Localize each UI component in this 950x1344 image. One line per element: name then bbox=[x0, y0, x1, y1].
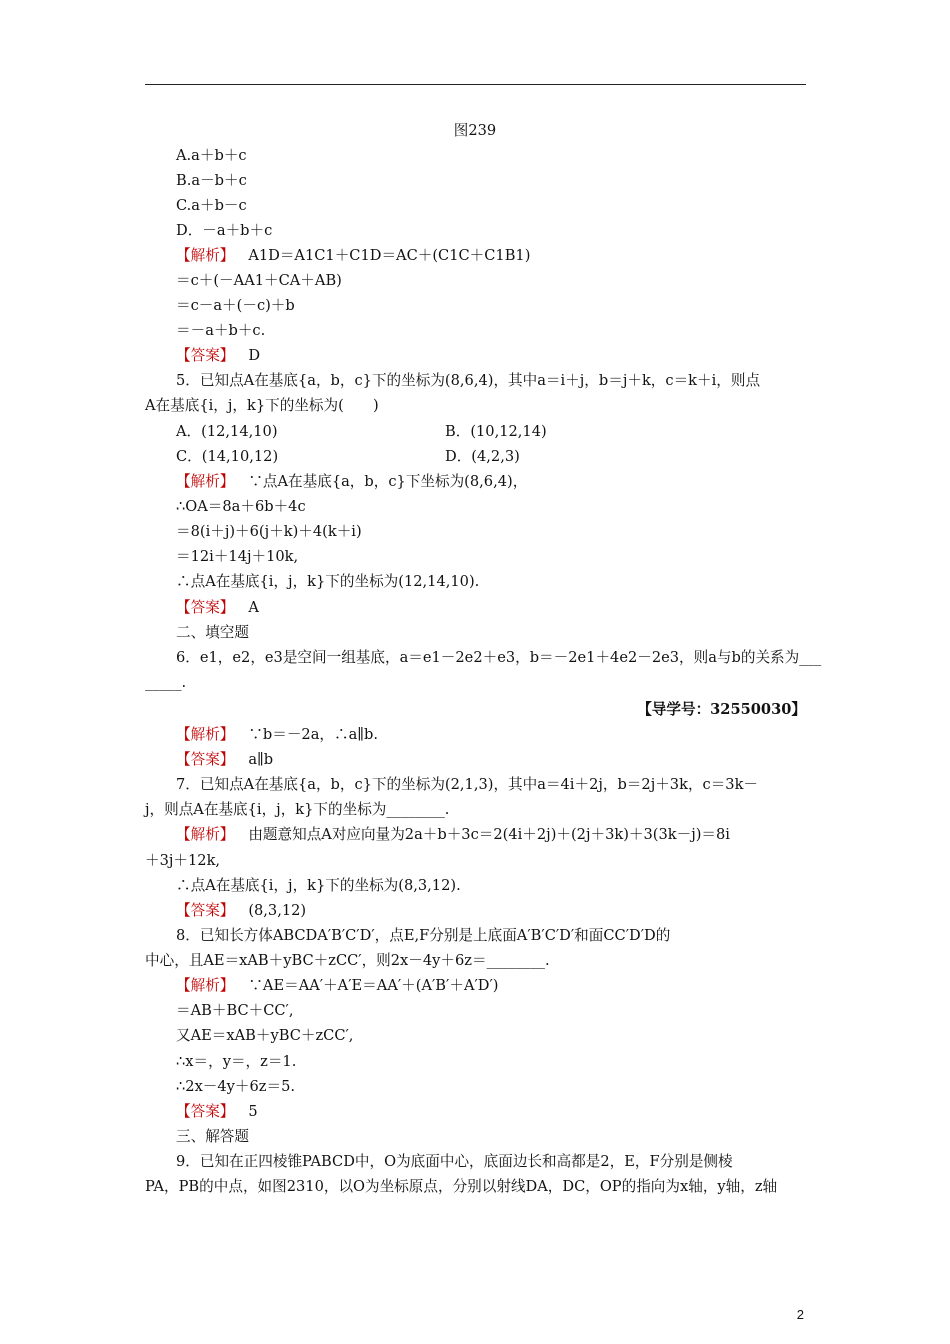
q6-stem-1: 6．e1，e2，e3是空间一组基底，a＝e1－2e2＋e3，b＝－2e1＋4e2－2e3，则a与b的关系为___ bbox=[176, 649, 822, 666]
analysis-tag: 【解析】 bbox=[176, 726, 235, 743]
q5-analysis-first: ∵点A在基底{a，b，c}下坐标为(8,6,4)， bbox=[248, 473, 528, 490]
header-rule bbox=[145, 84, 806, 85]
q5-option-b: B．(10,12,14) bbox=[445, 423, 547, 440]
q4-option-a: A.a＋b＋c bbox=[176, 147, 247, 164]
q5-answer-value: A bbox=[248, 599, 259, 616]
q5-stem-1: 5．已知点A在基底{a，b，c}下的坐标为(8,6,4)，其中a＝i＋j，b＝j＋k，c＝k＋i，则点 bbox=[176, 372, 761, 389]
q6-answer bbox=[176, 750, 273, 770]
answer-tag: 【答案】 bbox=[176, 751, 235, 768]
q4-analysis bbox=[176, 246, 530, 266]
q5-option-d: D．(4,2,3) bbox=[445, 448, 520, 465]
q9-stem-1: 9．已知在正四棱锥PABCD中，O为底面中心，底面边长和高都是2，E，F分别是侧棱 bbox=[176, 1153, 733, 1170]
q7-analysis-line-2: ＋3j＋12k, bbox=[145, 852, 221, 869]
q7-analysis bbox=[176, 825, 730, 845]
section-heading-solutions: 三、解答题 bbox=[176, 1128, 249, 1145]
q8-analysis-line-4: ∴2x－4y＋6z＝5. bbox=[176, 1078, 296, 1095]
q4-answer-value: D bbox=[248, 347, 261, 364]
q7-answer bbox=[176, 901, 306, 921]
q5-option-c: C．(14,10,12) bbox=[176, 448, 279, 465]
q6-stem-2: _____. bbox=[145, 674, 187, 691]
q7-stem-2: j，则点A在基底{i，j，k}下的坐标为________. bbox=[145, 801, 450, 818]
analysis-tag: 【解析】 bbox=[176, 473, 235, 490]
q5-stem-2: A在基底{i，j，k}下的坐标为( ) bbox=[145, 397, 379, 414]
answer-tag: 【答案】 bbox=[176, 599, 235, 616]
answer-tag: 【答案】 bbox=[176, 347, 235, 364]
q7-analysis-line-3: ∴点A在基底{i，j，k}下的坐标为(8,3,12). bbox=[176, 877, 461, 894]
q5-analysis-line-4: ∴点A在基底{i，j，k}下的坐标为(12,14,10). bbox=[176, 573, 480, 590]
q5-analysis-line-1: ∴OA＝8a＋6b＋4c bbox=[176, 498, 306, 515]
q8-analysis-line-1: ＝AB＋BC＋CC′, bbox=[176, 1002, 294, 1019]
figure-caption: 图239 bbox=[453, 122, 497, 139]
q8-answer-value: 5 bbox=[248, 1103, 258, 1120]
q7-analysis-line-1: 由题意知点A对应向量为2a＋b＋3c＝2(4i＋2j)＋(2j＋3k)＋3(3k－j)＝8i bbox=[248, 826, 730, 843]
section-heading-fill-in: 二、填空题 bbox=[176, 624, 249, 641]
analysis-tag: 【解析】 bbox=[176, 247, 235, 264]
q5-option-a: A．(12,14,10) bbox=[176, 423, 278, 440]
q7-stem-1: 7．已知点A在基底{a，b，c}下的坐标为(2,1,3)，其中a＝4i＋2j，b＝2j＋3k，c＝3k－ bbox=[176, 776, 759, 793]
q8-answer bbox=[176, 1102, 258, 1122]
q4-option-d: D．－a＋b＋c bbox=[176, 222, 273, 239]
q4-option-c: C.a＋b－c bbox=[176, 197, 247, 214]
q4-option-b: B.a－b＋c bbox=[176, 172, 247, 189]
q5-analysis bbox=[176, 472, 527, 492]
q8-analysis-line-3: ∴x＝，y＝，z＝1. bbox=[176, 1053, 297, 1070]
q4-analysis-line-3: ＝c－a＋(－c)＋b bbox=[176, 297, 295, 314]
q7-answer-value: (8,3,12) bbox=[248, 902, 307, 919]
q6-answer-value: a∥b bbox=[248, 751, 274, 768]
q5-analysis-line-3: ＝12i＋14j＋10k, bbox=[176, 548, 299, 565]
q8-stem-2: 中心，且AE＝xAB＋yBC＋zCC′，则2x－4y＋6z＝________. bbox=[145, 952, 550, 969]
q8-analysis-line-2: 又AE＝xAB＋yBC＋zCC′, bbox=[176, 1027, 354, 1044]
q5-answer bbox=[176, 598, 259, 618]
q6-analysis-text: ∵b＝－2a，∴a∥b. bbox=[248, 726, 379, 743]
q6-analysis bbox=[176, 725, 378, 745]
q5-analysis-line-2: ＝8(i＋j)＋6(j＋k)＋4(k＋i) bbox=[176, 523, 362, 540]
answer-tag: 【答案】 bbox=[176, 902, 235, 919]
q8-stem-1: 8．已知长方体ABCDA′B′C′D′，点E,F分别是上底面A′B′C′D′和面CC′D′D的 bbox=[176, 927, 671, 944]
q8-analysis-first: ∵AE＝AA′＋A′E＝AA′＋(A′B′＋A′D′) bbox=[248, 977, 499, 994]
analysis-tag: 【解析】 bbox=[176, 977, 235, 994]
q9-stem-2: PA，PB的中点，如图2310，以O为坐标原点，分别以射线DA，DC，OP的指向为x轴，y轴，z轴 bbox=[145, 1178, 778, 1195]
q4-answer bbox=[176, 346, 260, 366]
q4-analysis-line-4: ＝－a＋b＋c. bbox=[176, 322, 266, 339]
analysis-tag: 【解析】 bbox=[176, 826, 235, 843]
q4-analysis-line-2: ＝c＋(－AA1＋CA＋AB) bbox=[176, 272, 342, 289]
answer-tag: 【答案】 bbox=[176, 1103, 235, 1120]
page-number: 2 bbox=[796, 1307, 804, 1322]
q4-analysis-line-1: A1D＝A1C1＋C1D＝AC＋(C1C＋C1B1) bbox=[248, 247, 531, 264]
q8-analysis bbox=[176, 976, 499, 996]
guide-number: 【导学号：32550030】 bbox=[637, 701, 806, 718]
